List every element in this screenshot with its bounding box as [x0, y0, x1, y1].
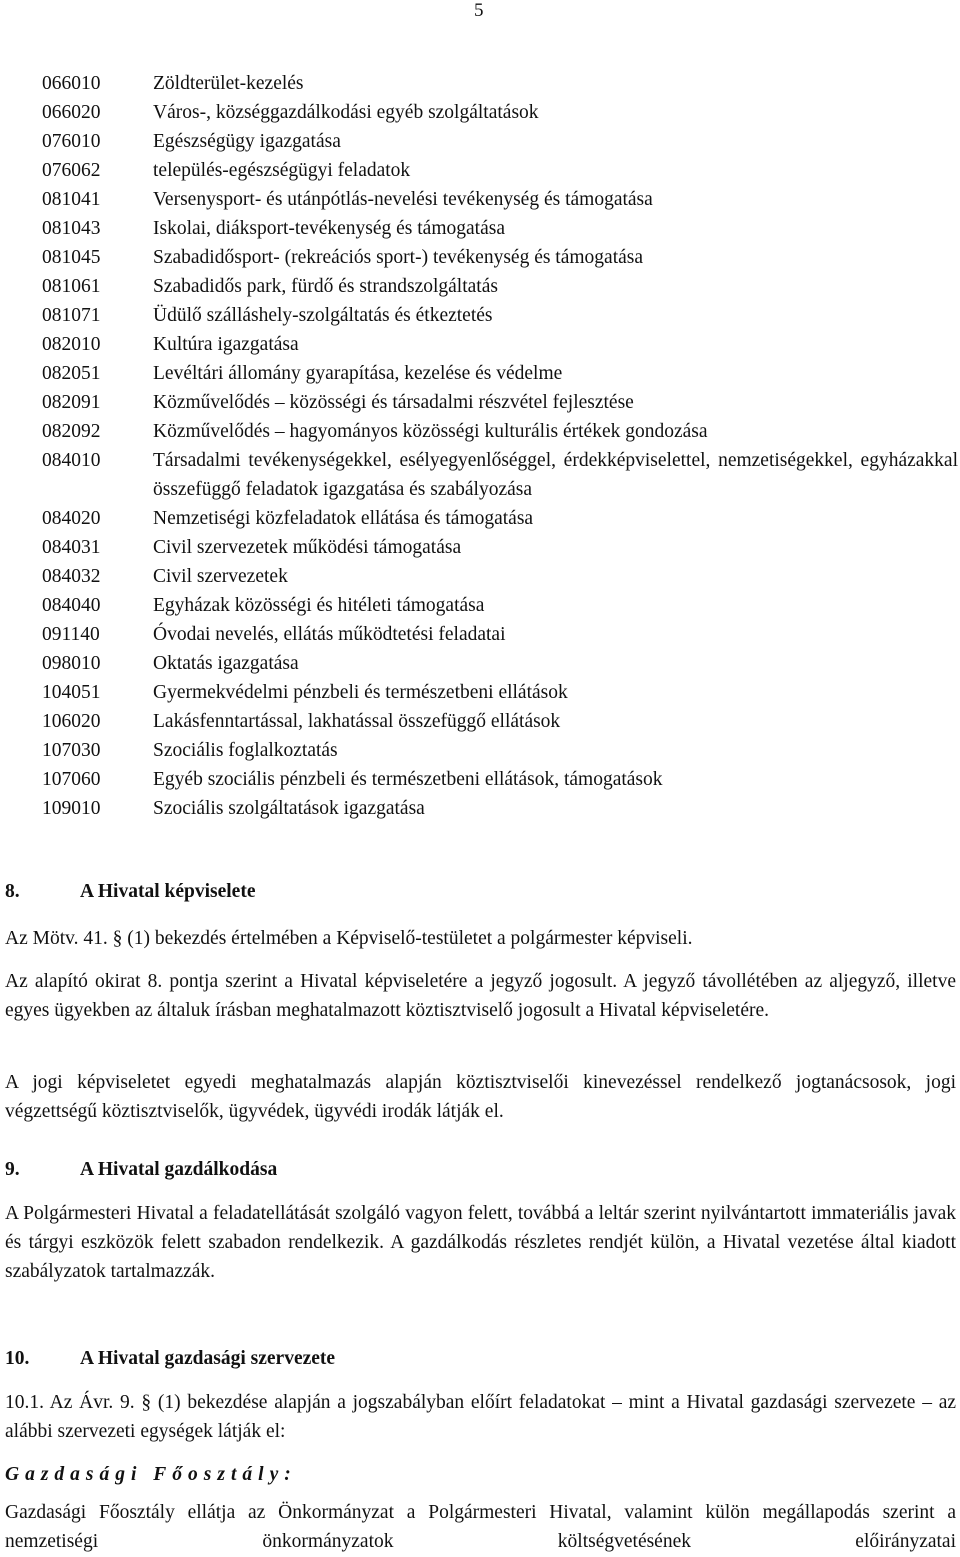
code-list-row [42, 649, 958, 678]
activity-code: 084031 [42, 537, 101, 558]
section-8-paragraph-2-wrap [5, 967, 956, 1025]
code-list-row [42, 504, 958, 533]
activity-code-list [42, 69, 958, 823]
activity-code: 081045 [42, 247, 101, 268]
activity-label: Egyházak közösségi és hitéleti támogatása [153, 595, 485, 616]
activity-label: Társadalmi tevékenységekkel, esélyegyenlőséggel, érdekképviselettel, nemzetiségekkel, egyházakkal összefüggő feladatok igazgatása és szabályozása [153, 450, 958, 500]
activity-label: Szabadidős park, fürdő és strandszolgáltatás [153, 276, 498, 297]
section-10-title: A Hivatal gazdasági szervezete [80, 1348, 336, 1369]
activity-code: 066010 [42, 73, 101, 94]
activity-code: 081061 [42, 276, 101, 297]
activity-label: Közművelődés – hagyományos közösségi kulturális értékek gondozása [153, 421, 708, 442]
activity-label: Város-, községgazdálkodási egyéb szolgáltatások [153, 102, 539, 123]
activity-label: Szociális szolgáltatások igazgatása [153, 798, 425, 819]
section-9 [5, 1158, 956, 1182]
activity-label: Levéltári állomány gyarapítása, kezelése és védelme [153, 363, 563, 384]
code-list-row [42, 388, 958, 417]
section-8-paragraph-1-wrap [5, 924, 956, 953]
code-list-row [42, 359, 958, 388]
code-list-row [42, 330, 958, 359]
code-list-row [42, 620, 958, 649]
activity-code: 066020 [42, 102, 101, 123]
activity-code: 076010 [42, 131, 101, 152]
activity-code: 091140 [42, 624, 100, 645]
code-list-row [42, 127, 958, 156]
section-10-subparagraph: Gazdasági Főosztály ellátja az Önkormányzat a Polgármesteri Hivatal, valamint külön megállapodás szerint a nemzetiségi önkormányzatok költségvetésének előirányzatai [5, 1502, 956, 1552]
activity-code: 082091 [42, 392, 101, 413]
activity-label: Egészségügy igazgatása [153, 131, 341, 152]
activity-code: 081043 [42, 218, 101, 239]
activity-label: Civil szervezetek működési támogatása [153, 537, 462, 558]
code-list-row [42, 301, 958, 330]
code-list-row [42, 446, 958, 504]
activity-code: 098010 [42, 653, 101, 674]
code-list-row [42, 214, 958, 243]
section-9-heading [5, 1158, 956, 1182]
activity-label: Kultúra igazgatása [153, 334, 299, 355]
code-list-row [42, 678, 958, 707]
section-10-heading [5, 1347, 956, 1371]
activity-label: Egyéb szociális pénzbeli és természetbeni ellátások, támogatások [153, 769, 663, 790]
code-list-row [42, 562, 958, 591]
activity-label: Lakásfenntartással, lakhatással összefüggő ellátások [153, 711, 561, 732]
activity-label: Gyermekvédelmi pénzbeli és természetbeni ellátások [153, 682, 568, 703]
activity-label: Üdülő szálláshely-szolgáltatás és étkeztetés [153, 305, 493, 326]
activity-code: 107060 [42, 769, 101, 790]
activity-label: Nemzetiségi közfeladatok ellátása és támogatása [153, 508, 534, 529]
section-10-paragraph-1-wrap [5, 1388, 956, 1446]
activity-code: 082051 [42, 363, 101, 384]
activity-label: Szabadidősport- (rekreációs sport-) tevékenység és támogatása [153, 247, 644, 268]
code-list-row [42, 156, 958, 185]
section-10-subparagraph-wrap [5, 1498, 956, 1556]
code-list-row [42, 98, 958, 127]
section-9-paragraph-1-wrap [5, 1199, 956, 1286]
section-10-number: 10. [5, 1348, 30, 1369]
activity-label: Közművelődés – közösségi és társadalmi részvétel fejlesztése [153, 392, 634, 413]
section-10-subheading: Gazdasági Főosztály: [5, 1464, 297, 1485]
section-8-paragraph-3: A jogi képviseletet egyedi meghatalmazás alapján köztisztviselői kinevezéssel rendelkező jogtanácsosok, jogi végzettségű köztisztviselők, ügyvédek, ügyvédi irodák látják el. [5, 1072, 956, 1122]
activity-code: 104051 [42, 682, 101, 703]
section-8-title: A Hivatal képviselete [80, 881, 256, 902]
section-8-heading [5, 880, 956, 904]
code-list-row [42, 794, 958, 823]
code-list-row [42, 736, 958, 765]
activity-code: 107030 [42, 740, 101, 761]
code-list-row [42, 243, 958, 272]
activity-code: 084032 [42, 566, 101, 587]
code-list-row [42, 272, 958, 301]
section-9-paragraph-1: A Polgármesteri Hivatal a feladatellátását szolgáló vagyon felett, továbbá a leltár szerint nyilvántartott immateriális javak és tárgyi eszközök felett szabadon rendelkezik. A gazdálkodás részletes rendjét külön, a Hivatal vezetése által kiadott szabályzatok tartalmazzák. [5, 1203, 956, 1282]
code-list-row [42, 69, 958, 98]
activity-code: 084010 [42, 450, 101, 471]
section-8-paragraph-2: Az alapító okirat 8. pontja szerint a Hivatal képviseletére a jegyző jogosult. A jegyző távollétében az aljegyző, illetve egyes ügyekben az általuk írásban meghatalmazott köztisztviselő jogosult a Hivatal képviseletére. [5, 971, 956, 1021]
activity-code: 106020 [42, 711, 101, 732]
code-list-row [42, 533, 958, 562]
activity-code: 084020 [42, 508, 101, 529]
activity-label: Szociális foglalkoztatás [153, 740, 338, 761]
activity-label: Oktatás igazgatása [153, 653, 299, 674]
section-10-subheading-wrap [5, 1463, 956, 1487]
code-list-row [42, 417, 958, 446]
activity-label: Iskolai, diáksport-tevékenység és támogatása [153, 218, 505, 239]
activity-label: Óvodai nevelés, ellátás működtetési feladatai [153, 624, 506, 645]
section-10-paragraph-1: 10.1. Az Ávr. 9. § (1) bekezdése alapján a jogszabályban előírt feladatokat – mint a Hivatal gazdasági szervezete – az alábbi szervezeti egységek látják el: [5, 1392, 956, 1442]
section-8-number: 8. [5, 881, 20, 902]
activity-label: Zöldterület-kezelés [153, 73, 304, 94]
code-list-row [42, 707, 958, 736]
activity-code: 076062 [42, 160, 101, 181]
section-8-paragraph-3-wrap [5, 1068, 956, 1126]
activity-code: 084040 [42, 595, 101, 616]
activity-code: 109010 [42, 798, 101, 819]
activity-code: 081071 [42, 305, 101, 326]
activity-label: Versenysport- és utánpótlás-nevelési tevékenység és támogatása [153, 189, 653, 210]
section-8-paragraph-1: Az Mötv. 41. § (1) bekezdés értelmében a Képviselő-testületet a polgármester képviseli. [5, 928, 693, 949]
code-list-row [42, 185, 958, 214]
code-list-row [42, 765, 958, 794]
section-8 [5, 880, 956, 904]
activity-label: település-egészségügyi feladatok [153, 160, 411, 181]
activity-code: 082092 [42, 421, 101, 442]
section-9-title: A Hivatal gazdálkodása [80, 1159, 278, 1180]
page-number: 5 [474, 0, 484, 21]
activity-label: Civil szervezetek [153, 566, 288, 587]
code-list-row [42, 591, 958, 620]
activity-code: 082010 [42, 334, 101, 355]
section-9-number: 9. [5, 1159, 20, 1180]
section-10 [5, 1347, 956, 1371]
activity-code: 081041 [42, 189, 101, 210]
